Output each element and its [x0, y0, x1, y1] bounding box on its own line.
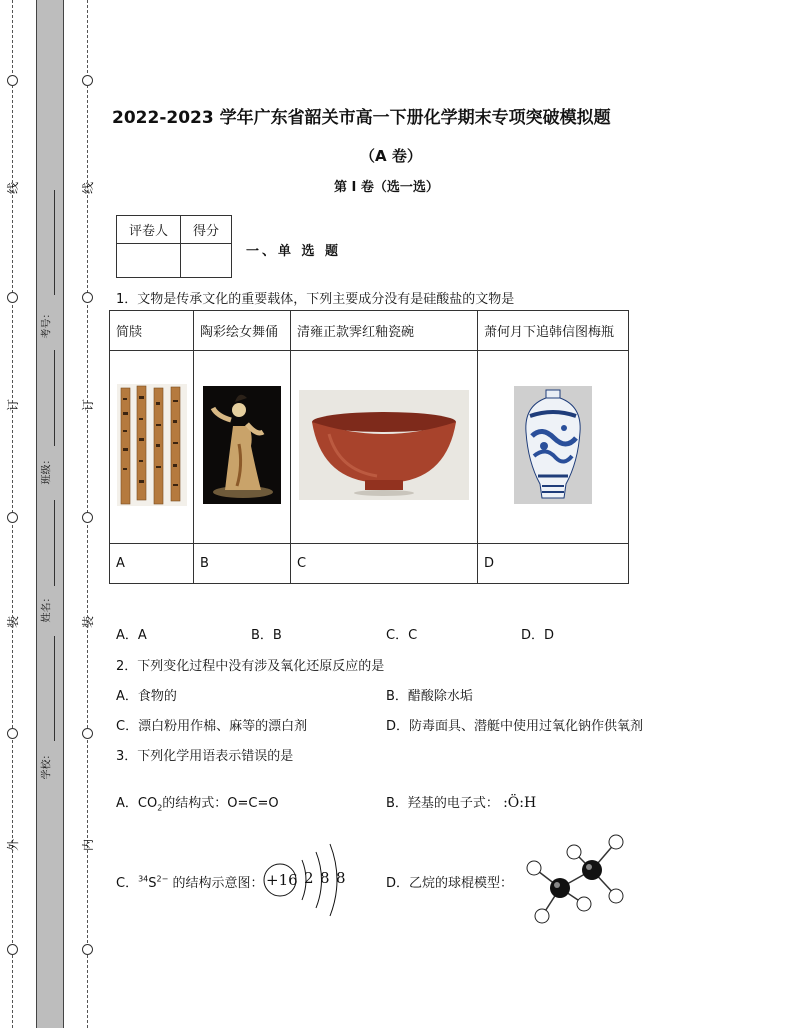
shell-1-electrons: 2	[304, 869, 314, 887]
binding-hole	[82, 75, 93, 86]
binding-hole	[82, 728, 93, 739]
q2-option-d[interactable]: D．防毒面具、潜艇中使用过氧化钠作供氧剂	[386, 719, 644, 734]
relic-letter-d: D	[478, 544, 629, 584]
q2-option-a[interactable]: A．食物的	[116, 689, 177, 704]
red-porcelain-bowl-image	[299, 390, 469, 500]
binding-hole	[82, 292, 93, 303]
class-line	[54, 350, 55, 446]
q3-option-d[interactable]: D．乙烷的球棍模型：	[386, 876, 514, 891]
q3-option-c[interactable]	[116, 872, 263, 891]
binding-hole	[7, 944, 18, 955]
exam-number-line	[54, 190, 55, 295]
q3-option-a-prefix: A．CO	[116, 796, 158, 811]
ethane-ball-stick-model	[520, 830, 630, 926]
name-line	[54, 500, 55, 586]
relic-image-cell-b	[194, 351, 291, 544]
binding-hole	[82, 944, 93, 955]
shell-2-electrons: 8	[320, 869, 330, 887]
nucleus-charge: +16	[266, 871, 298, 889]
sulfur-symbol: S	[148, 876, 157, 891]
binding-hole	[82, 512, 93, 523]
score-table	[116, 215, 232, 278]
school-label: 学校：	[41, 749, 53, 780]
q3-option-c-suffix: 的结构示意图：	[168, 876, 264, 891]
q3-option-b-label: B．羟基的电子式：	[386, 796, 499, 811]
question-3-stem: 3．下列化学用语表示错误的是	[116, 749, 294, 764]
sulfide-ion-diagram	[262, 838, 356, 922]
margin-char-bind: 订	[6, 399, 20, 412]
relic-image-cell-d	[478, 351, 629, 544]
relic-name-c: 清雍正款霁红釉瓷碗	[291, 311, 478, 351]
binding-hole	[7, 512, 18, 523]
grader-header: 评卷人	[117, 216, 181, 244]
relic-name-d: 萧何月下追韩信图梅瓶	[478, 311, 629, 351]
section-title: 一、单 选 题	[246, 244, 342, 259]
q3-option-a[interactable]	[116, 792, 279, 813]
score-header: 得分	[181, 216, 232, 244]
sulfur-charge: 2−	[156, 874, 169, 884]
relic-letter-b: B	[194, 544, 291, 584]
relics-table	[109, 310, 629, 584]
binding-strip	[36, 0, 64, 1028]
relic-image-cell-c	[291, 351, 478, 544]
q3-option-a-suffix: 的结构式：O=C=O	[162, 796, 279, 811]
grader-cell[interactable]	[117, 244, 181, 278]
q3-option-a-subscript: 2	[157, 803, 163, 813]
volume-label: 第 I 卷（选一选）	[334, 180, 439, 195]
binding-hole	[7, 292, 18, 303]
sulfur-mass-number: 34	[138, 874, 149, 884]
q1-option-c[interactable]: C．C	[386, 628, 418, 643]
margin-char-bind: 订	[81, 399, 95, 412]
shell-3-electrons: 8	[336, 869, 346, 887]
margin-char-line: 线	[81, 182, 95, 195]
paper-version: （A 卷）	[360, 147, 422, 165]
hydroxyl-electron-formula: :Ö:H	[503, 795, 537, 811]
q1-option-d[interactable]: D．D	[521, 628, 555, 643]
page-title: 2022-2023 学年广东省韶关市高一下册化学期末专项突破模拟题	[112, 108, 611, 128]
bamboo-slips-image	[117, 384, 187, 506]
score-cell[interactable]	[181, 244, 232, 278]
question-1-stem: 1．文物是传承文化的重要载体，下列主要成分没有是硅酸盐的文物是	[116, 292, 515, 307]
name-label: 姓名：	[41, 592, 53, 623]
school-line	[54, 636, 55, 741]
relic-name-b: 陶彩绘女舞俑	[194, 311, 291, 351]
relic-name-a: 简牍	[110, 311, 194, 351]
q3-option-b[interactable]	[386, 792, 536, 811]
exam-number-label: 考号：	[41, 308, 53, 339]
pottery-dancer-image	[203, 386, 281, 504]
relic-letter-a: A	[110, 544, 194, 584]
relic-letter-c: C	[291, 544, 478, 584]
q1-option-a[interactable]: A．A	[116, 628, 147, 643]
margin-char-line: 线	[6, 182, 20, 195]
binding-hole	[7, 75, 18, 86]
margin-char-staple: 装	[81, 616, 95, 629]
question-2-stem: 2．下列变化过程中没有涉及氧化还原反应的是	[116, 659, 385, 674]
relic-image-cell-a	[110, 351, 194, 544]
class-label: 班级：	[41, 454, 53, 485]
q2-option-b[interactable]: B．醋酸除水垢	[386, 689, 473, 704]
q3-option-c-prefix: C．	[116, 876, 139, 891]
q1-option-b[interactable]: B．B	[251, 628, 282, 643]
blue-white-vase-image	[514, 386, 592, 504]
binding-hole	[7, 728, 18, 739]
margin-char-staple: 装	[6, 616, 20, 629]
margin-char-outside: 外	[6, 839, 20, 852]
q2-option-c[interactable]: C．漂白粉用作棉、麻等的漂白剂	[116, 719, 308, 734]
margin-char-inside: 内	[81, 839, 95, 852]
